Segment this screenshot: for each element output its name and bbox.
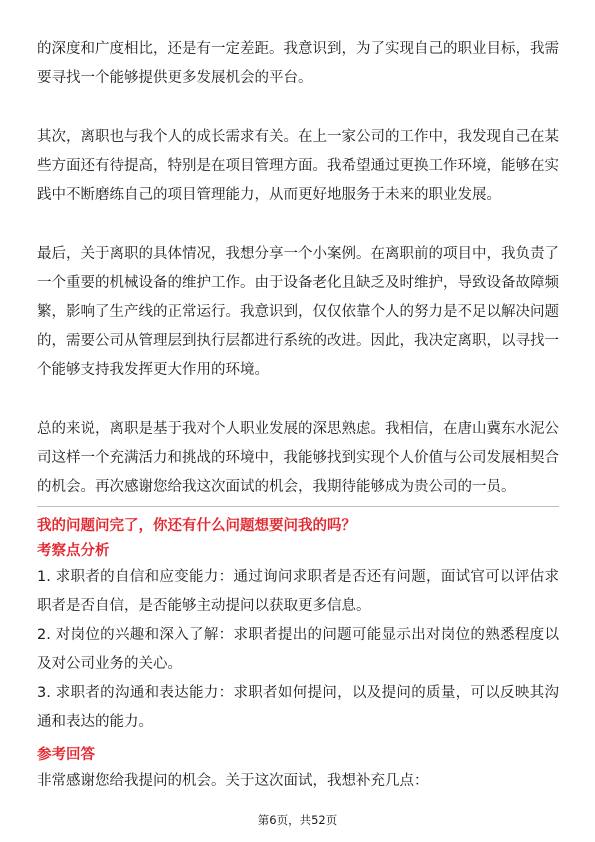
section-divider: [37, 506, 559, 507]
analysis-heading: 考察点分析: [37, 543, 110, 559]
analysis-list: [37, 563, 559, 737]
page-number: 第6页，共52页: [257, 813, 338, 827]
reference-answer-text: 非常感谢您给我提问的机会。关于这次面试，我想补充几点：: [37, 773, 429, 789]
analysis-item: 3. 求职者的沟通和表达能力：求职者如何提问，以及提问的质量，可以反映其沟通和表达的能力。: [37, 685, 559, 730]
interview-question: 我的问题问完了，你还有什么问题想要问我的吗？: [37, 518, 356, 534]
body-paragraph: 最后，关于离职的具体情况，我想分享一个小案例。在离职前的项目中，我负责了一个重要的机械设备的维护工作。由于设备老化且缺乏及时维护，导致设备故障频繁，影响了生产线的正常运行。我意识到，仅仅依靠个人的努力是不足以解决问题的，需要公司从管理层到执行层都进行系统的改进。因此，我决定离职，以寻找一个能够支持我发挥更大作用的环境。: [37, 246, 559, 378]
analysis-item: 2. 对岗位的兴趣和深入了解：求职者提出的问题可能显示出对岗位的熟悉程度以及对公司业务的关心。: [37, 627, 559, 672]
page-content: [37, 35, 559, 796]
body-paragraph: 的深度和广度相比，还是有一定差距。我意识到，为了实现自己的职业目标，我需要寻找一个能够提供更多发展机会的平台。: [37, 41, 559, 86]
body-paragraph: 其次，离职也与我个人的成长需求有关。在上一家公司的工作中，我发现自己在某些方面还有待提高，特别是在项目管理方面。我希望通过更换工作环境，能够在实践中不断磨练自己的项目管理能力，从而更好地服务于未来的职业发展。: [37, 129, 559, 203]
page-footer: [0, 812, 595, 828]
reference-answer-heading: 参考回答: [37, 747, 95, 763]
analysis-item: 1. 求职者的自信和应变能力：通过询问求职者是否还有问题，面试官可以评估求职者是否自信，是否能够主动提问以获取更多信息。: [37, 569, 559, 614]
body-paragraph: 总的来说，离职是基于我对个人职业发展的深思熟虑。我相信，在唐山冀东水泥公司这样一个充满活力和挑战的环境中，我能够找到实现个人价值与公司发展相契合的机会。再次感谢您给我这次面试的机会，我期待能够成为贵公司的一员。: [37, 421, 559, 495]
